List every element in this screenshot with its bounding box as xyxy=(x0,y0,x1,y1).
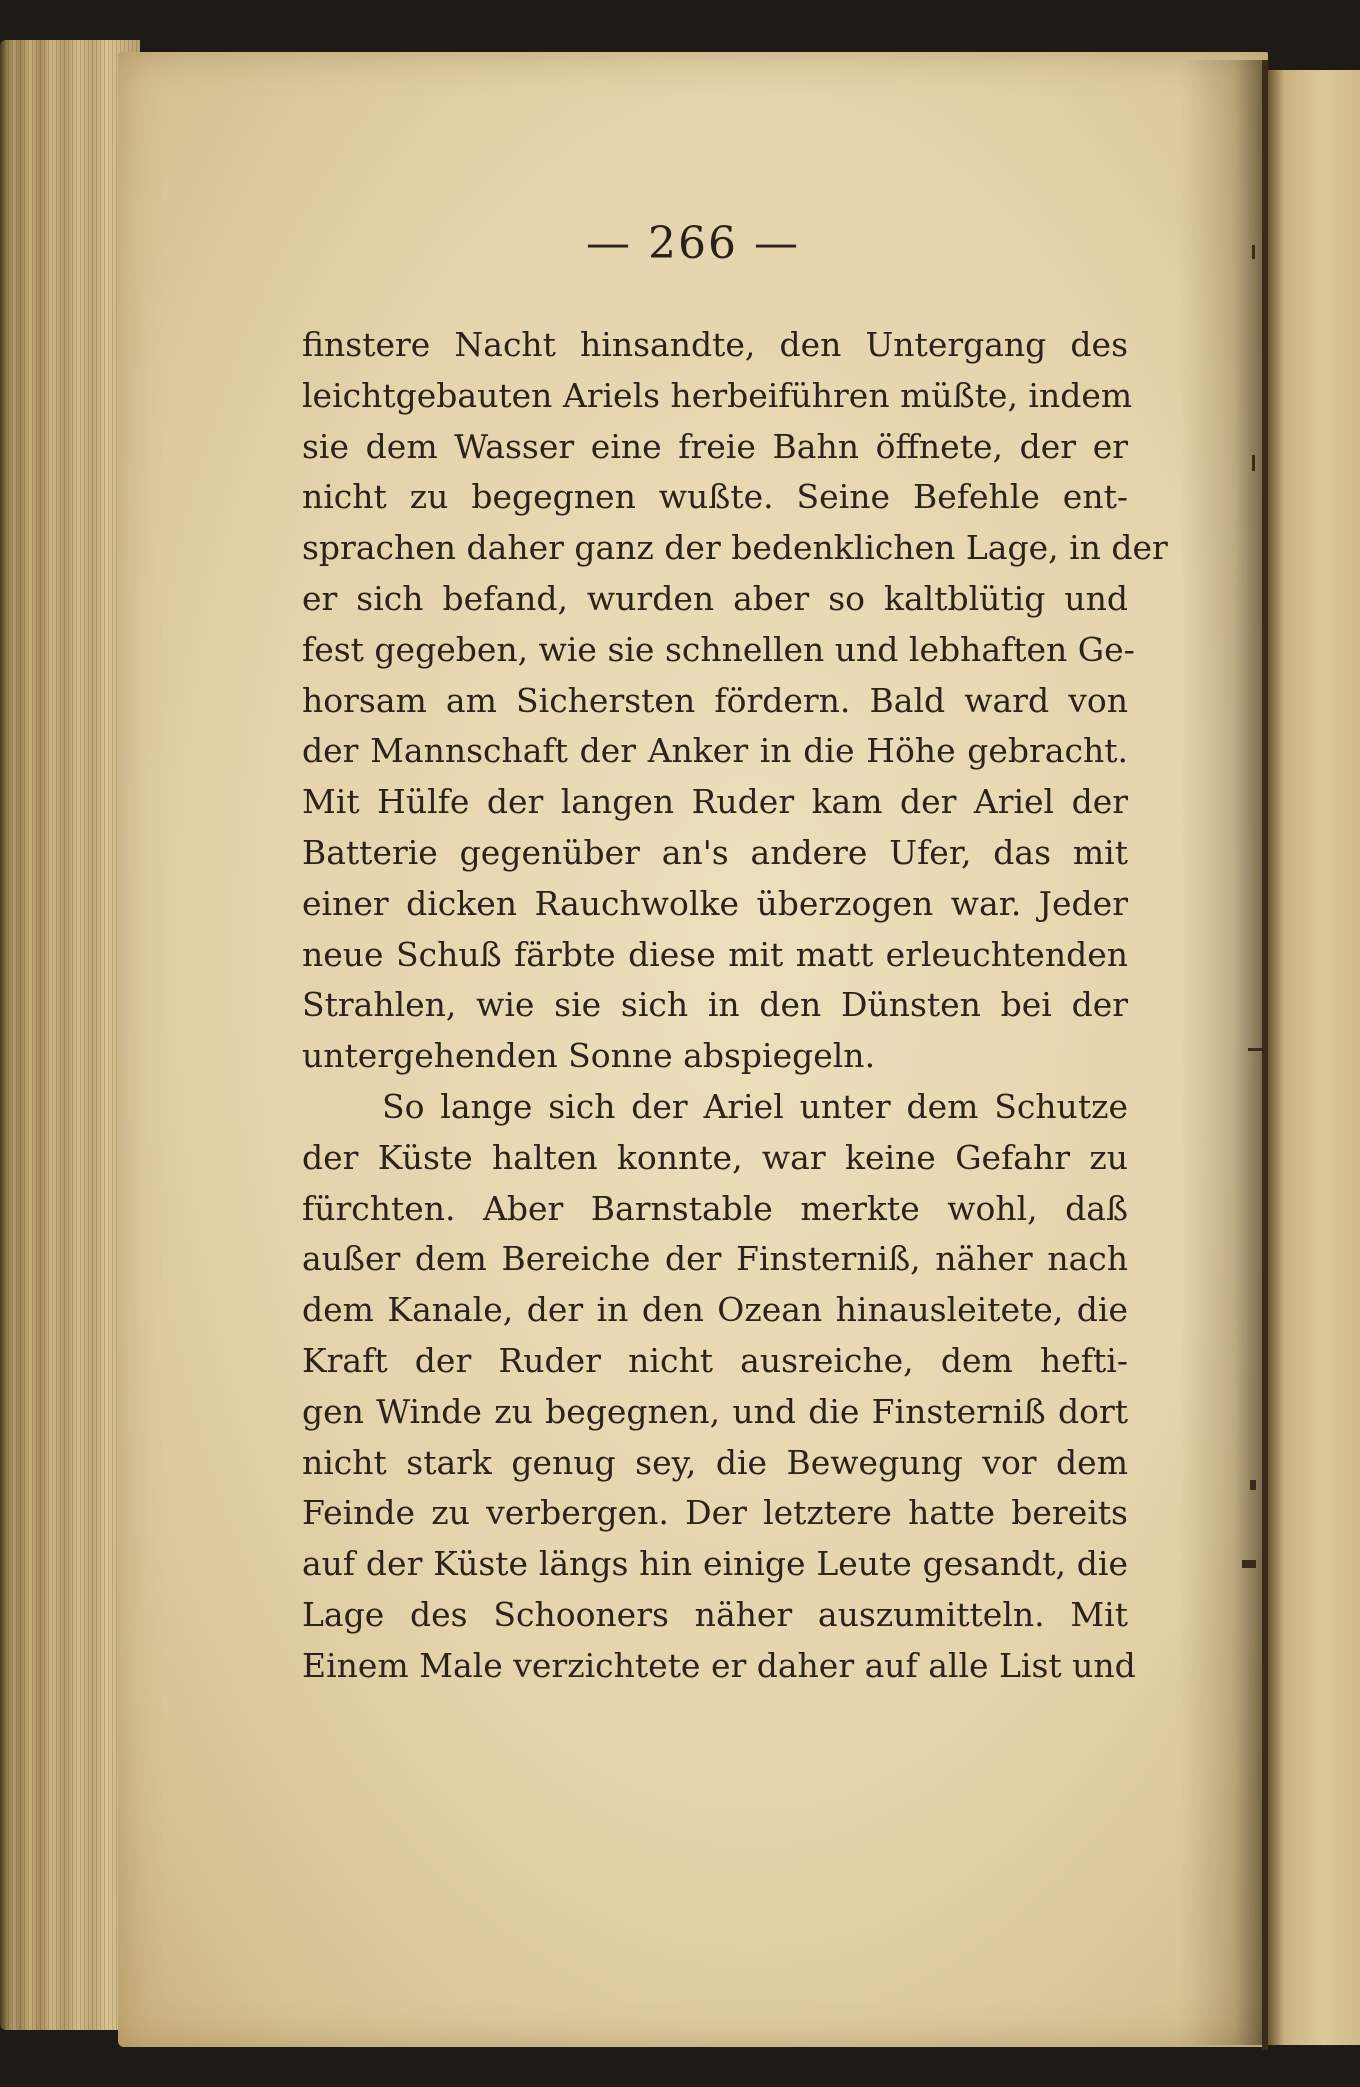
text-line: untergehenden Sonne abspiegeln. xyxy=(302,1036,876,1076)
margin-mark xyxy=(1250,1480,1256,1490)
facing-page-edge xyxy=(1268,70,1360,2045)
text-line: auf der Küste längs hin einige Leute gesandt, die xyxy=(302,1544,1128,1584)
text-line: Kraft der Ruder nicht ausreiche, dem hefti- xyxy=(302,1340,1128,1380)
text-line: sie dem Wasser eine freie Bahn öffnete, der er xyxy=(302,426,1128,466)
text-line: sprachen daher ganz der bedenklichen Lage, in der xyxy=(302,528,1168,568)
text-line: der Mannschaft der Anker in die Höhe gebracht. xyxy=(302,731,1128,771)
text-line: Lage des Schooners näher auszumitteln. Mit xyxy=(302,1594,1128,1634)
text-line: Feinde zu verbergen. Der letztere hatte bereits xyxy=(302,1493,1128,1533)
text-line: Strahlen, wie sie sich in den Dünsten bei der xyxy=(302,985,1128,1025)
text-line: er sich befand, wurden aber so kaltblütig und xyxy=(302,578,1128,618)
text-line: Einem Male verzichtete er daher auf alle List und xyxy=(302,1645,1136,1685)
page-number: — 266 — xyxy=(586,218,800,269)
text-line: finstere Nacht hinsandte, den Untergang des xyxy=(302,325,1128,364)
text-line: leichtgebauten Ariels herbeiführen müßte, indem xyxy=(302,375,1133,415)
text-line: nicht zu begegnen wußte. Seine Befehle ent- xyxy=(302,477,1128,517)
paragraph xyxy=(302,1082,1136,1692)
text-line: So lange sich der Ariel unter dem Schutze xyxy=(382,1086,1128,1126)
text-line: einer dicken Rauchwolke überzogen war. Jeder xyxy=(302,883,1128,923)
text-line: außer dem Bereiche der Finsterniß, näher nach xyxy=(302,1239,1128,1279)
margin-mark xyxy=(1248,1048,1264,1051)
margin-mark xyxy=(1242,1560,1256,1568)
text-line: neue Schuß färbte diese mit matt erleuchtenden xyxy=(302,934,1128,974)
text-line: horsam am Sichersten fördern. Bald ward von xyxy=(302,680,1128,720)
binding-shadow xyxy=(1180,60,1270,2045)
text-line: gen Winde zu begegnen, und die Finsterniß dort xyxy=(302,1391,1128,1431)
text-line: fest gegeben, wie sie schnellen und lebhaften Ge- xyxy=(302,629,1135,669)
text-line: dem Kanale, der in den Ozean hinausleitete, die xyxy=(302,1290,1128,1330)
text-line: Mit Hülfe der langen Ruder kam der Ariel der xyxy=(302,782,1128,822)
text-line: fürchten. Aber Barnstable merkte wohl, daß xyxy=(302,1188,1128,1228)
text-line: der Küste halten konnte, war keine Gefahr zu xyxy=(302,1137,1128,1177)
margin-mark xyxy=(1252,455,1255,471)
text-line: Batterie gegenüber an's andere Ufer, das mit xyxy=(302,832,1128,872)
body-text xyxy=(302,320,1168,1692)
text-line: nicht stark genug sey, die Bewegung vor dem xyxy=(302,1442,1128,1482)
paragraph xyxy=(302,320,1168,1082)
